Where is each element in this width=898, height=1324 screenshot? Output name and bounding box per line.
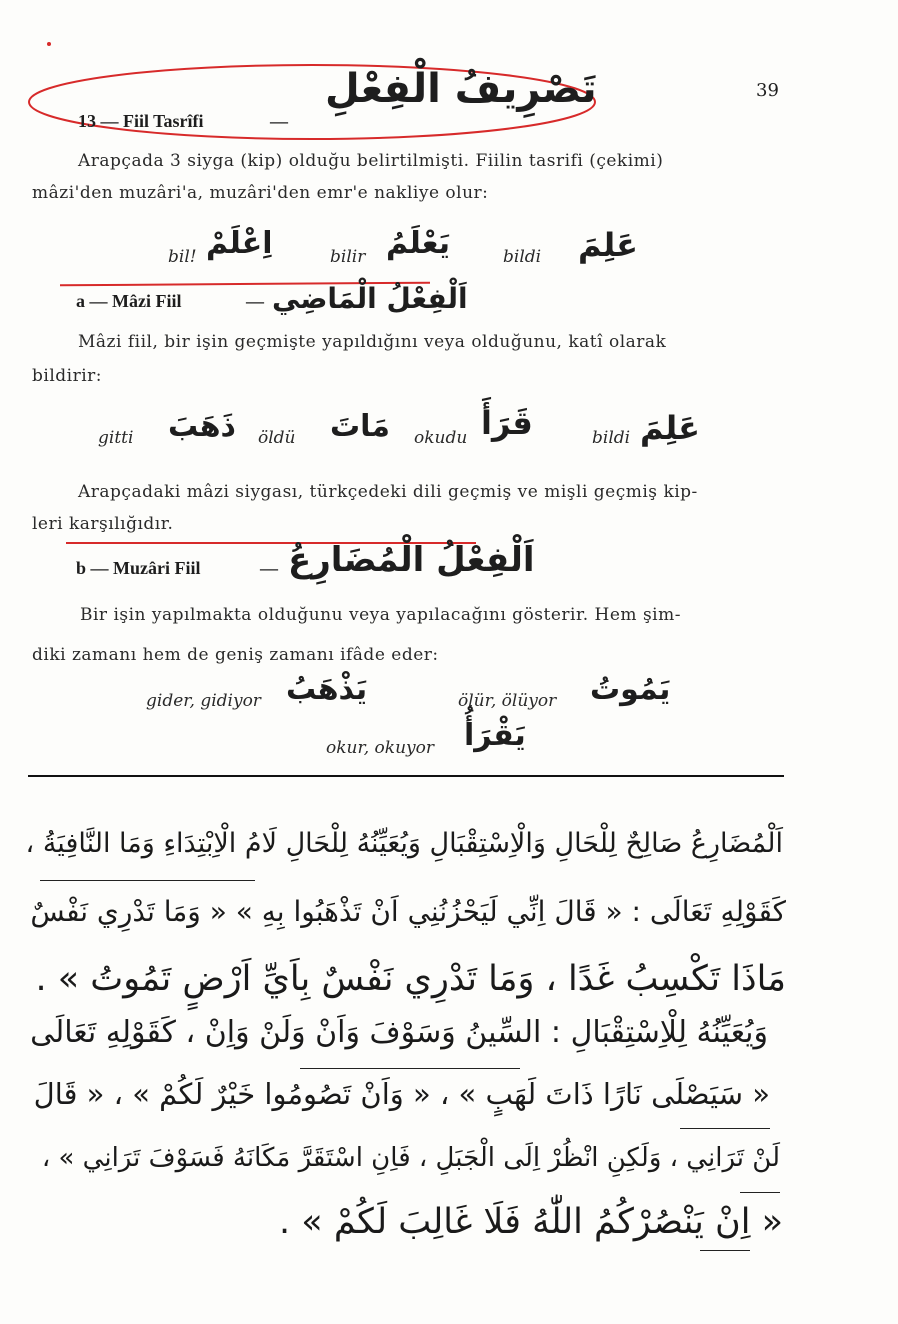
note-line-5: « سَيَصْلَى نَارًا ذَاتَ لَهَبٍ » ، « وَاَنْ تَصُومُوا خَيْرٌ لَكُمْ » ، « قَالَ: [33, 1077, 770, 1111]
section-b-line-2: diki zamanı hem de geniş zamanı ifâde eder:: [32, 645, 439, 665]
section-a-heading: a — Mâzi Fiil: [76, 291, 182, 311]
section-a-line-1: Mâzi fiil, bir işin geçmişte yapıldığını veya olduğunu, katî olarak: [78, 332, 667, 352]
red-dot-mark: [47, 42, 51, 46]
note-line-4: وَيُعَيِّنُهُ لِلْاِسْتِقْبَالِ : السِّينُ وَسَوْفَ وَاَنْ وَلَنْ وَاِنْ ، كَقَوْلِهِ تَعَالَى: [30, 1015, 768, 1050]
note-underline-5: [680, 1128, 770, 1129]
example3-ar-0: يَذْهَبُ: [286, 672, 368, 707]
example1-ar-0: اِعْلَمْ: [206, 226, 273, 261]
example2-tr-2: okudu: [414, 428, 468, 448]
note-line-7: « اِنْ يَنْصُرْكُمُ اللّٰهُ فَلَا غَالِبَ لَكُمْ » .: [279, 1202, 783, 1242]
section-a-arabic: اَلْفِعْلُ الْمَاضِي: [272, 282, 468, 315]
note-underline-1: [40, 880, 255, 881]
example2-tr-1: öldü: [258, 428, 296, 448]
example2-ar-0: ذَهَبَ: [168, 409, 236, 444]
note-underline-6: [740, 1192, 780, 1193]
example1-tr-2: bildi: [503, 247, 542, 267]
example2-ar-1: مَاتَ: [330, 409, 390, 444]
example3-ar-1: يَمُوتُ: [590, 672, 671, 707]
note-line-6: لَنْ تَرَانِي ، وَلَكِنِ انْظُرْ اِلَى الْجَبَلِ ، فَاِنِ اسْتَقَرَّ مَكَانَهُ فَسَوْفَ تَرَانِي » ،: [41, 1143, 780, 1173]
section-b-heading: b — Muzâri Fiil: [76, 558, 201, 578]
example3-tr-2: okur, okuyor: [326, 738, 435, 758]
note-line-3: مَاذَا تَكْسِبُ غَدًا ، وَمَا تَدْرِي نَفْسٌ بِاَيِّ اَرْضٍ تَمُوتُ » .: [35, 959, 786, 999]
heading-dash: —: [270, 111, 288, 131]
example2-tr-0: gitti: [98, 428, 134, 448]
note-line-1: اَلْمُضَارِعُ صَالِحٌ لِلْحَالِ وَالْاِسْتِقْبَالِ وَيُعَيِّنُهُ لِلْحَالِ لَامُ الْاِبْتِدَاءِ وَمَا النَّافِيَةُ ،: [25, 828, 783, 859]
separator-line: [28, 775, 784, 777]
intro-line-1: Arapçada 3 siyga (kip) olduğu belirtilmişti. Fiilin tasrifi (çekimi): [78, 151, 664, 171]
example3-tr-0: gider, gidiyor: [146, 691, 261, 711]
section-b-line-1: Bir işin yapılmakta olduğunu veya yapılacağını gösterir. Hem şim-: [80, 605, 681, 625]
section-b-dash: —: [260, 558, 278, 578]
section-a-dash: —: [246, 291, 264, 311]
intro-line-2: mâzi'den muzâri'a, muzâri'den emr'e nakliye olur:: [32, 183, 489, 203]
page-number: 39: [756, 80, 779, 101]
example1-tr-1: bilir: [330, 247, 366, 267]
note-line-2: كَقَوْلِهِ تَعَالَى : « قَالَ اِنِّي لَيَحْزُنُنِي اَنْ تَذْهَبُوا بِهِ » « وَمَا تَدْرِي نَفْسٌ: [30, 895, 786, 928]
note-underline-7: [700, 1250, 750, 1251]
section-b-arabic: اَلْفِعْلُ الْمُضَارِعُ: [288, 540, 535, 580]
example2-tr-3: bildi: [592, 428, 631, 448]
example2-ar-2: قَرَأَ: [481, 404, 533, 442]
note-underline-4: [300, 1068, 520, 1069]
section-a-para2-line-2: leri karşılığıdır.: [32, 514, 174, 534]
example2-ar-3: عَلِمَ: [640, 409, 701, 447]
example1-tr-0: bil!: [168, 247, 197, 267]
example3-ar-2: يَقْرَأُ: [464, 718, 526, 753]
section-a-line-2: bildirir:: [32, 366, 102, 386]
example3-tr-1: ölür, ölüyor: [458, 691, 557, 711]
section-a-para2-line-1: Arapçadaki mâzi siygası, türkçedeki dili geçmiş ve mişli geçmiş kip-: [78, 482, 698, 502]
example1-ar-1: يَعْلَمُ: [386, 226, 450, 261]
section-heading-13: 13 — Fiil Tasrîfi: [78, 111, 204, 131]
heading-arabic-title: تَصْرِيفُ الْفِعْلِ: [325, 66, 597, 112]
example1-ar-2: عَلِمَ: [578, 226, 639, 264]
